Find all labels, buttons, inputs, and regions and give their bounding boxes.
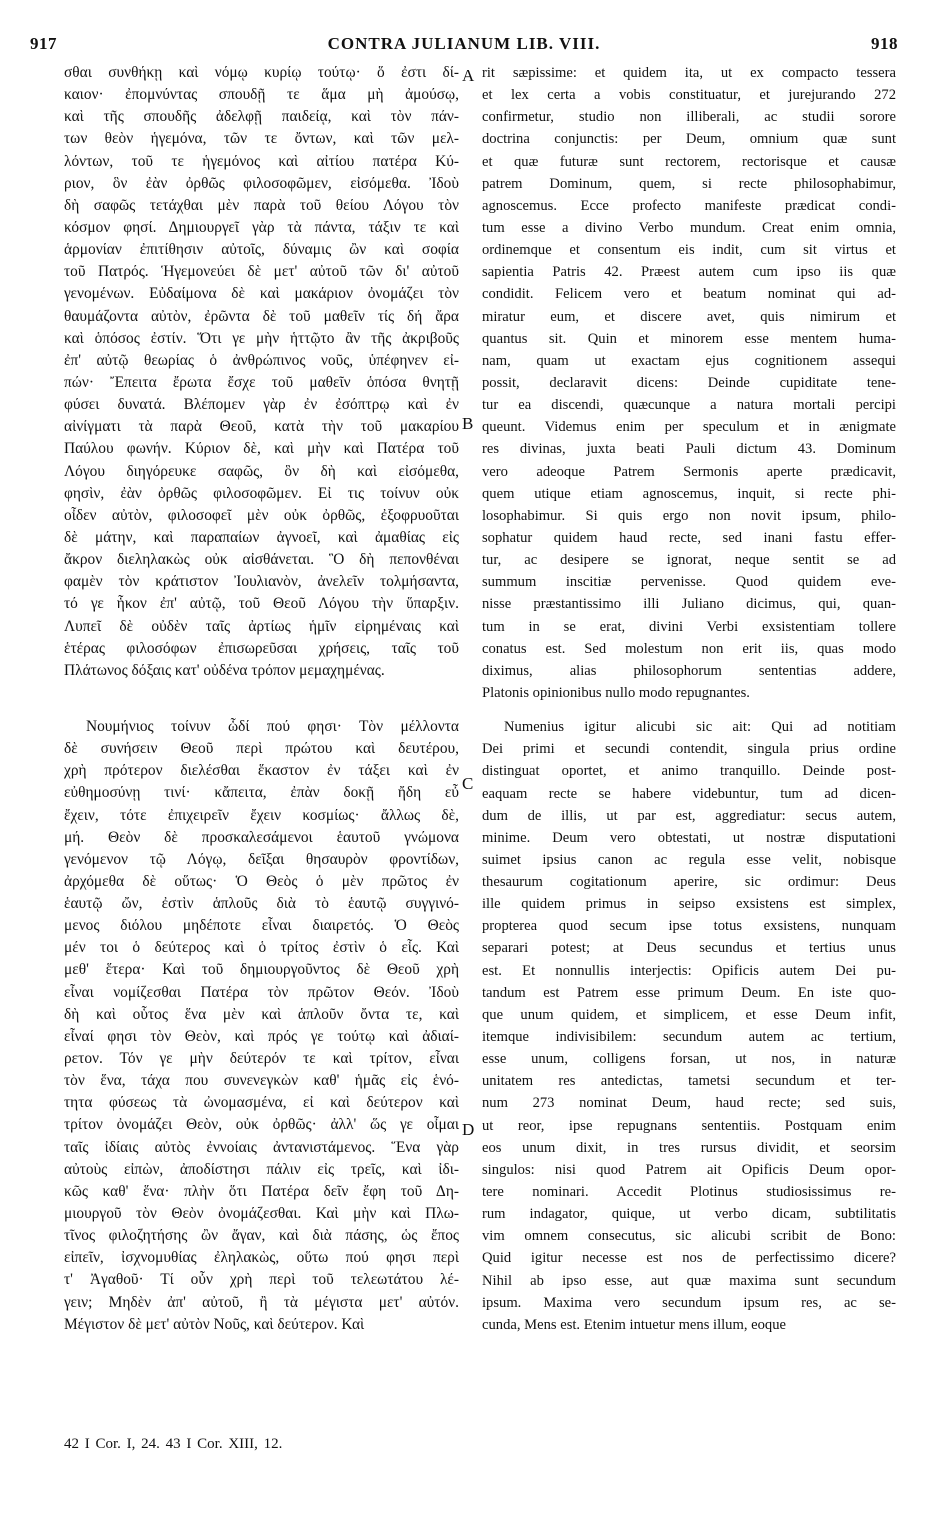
greek-text-line: ταῖς ἰδίαις αὐτὸς ἐννοίαις ἀντανιστάμενος. Ἕνα γὰρ <box>64 1138 459 1156</box>
greek-text-line: ρετον. Τόν γε μὴν δεύτερόν τε καὶ τρίτον, εἶναι <box>64 1050 459 1068</box>
latin-text-line: Platonis opinionibus nullo modo repugnantes. <box>482 684 750 701</box>
greek-text-line: καιον· ἐπομνύντας σπουδῇ τε ἅμα μὴ ἀμούσῳ, <box>64 86 459 104</box>
greek-text-line: καὶ ὁπόσος ἐστίν. Ὅτι γε μὴν ἡττῷτο ἂν τῆς ἀκριβοῦς <box>64 329 459 347</box>
greek-text-line: τοῦ Πατρός. Ἡγεμονεύει δὲ μετ' αὐτοῦ τῶν δι' αὐτοῦ <box>64 263 459 281</box>
greek-text-line: φαμὲν τὸν κράτιστον Ἰουλιανὸν, ἀνελεῖν τολμήσαντα, <box>64 573 459 591</box>
latin-text-line: est. Et nonnullis interjectis: Opificis autem Dei pu- <box>482 962 896 979</box>
greek-text-line: τὸν ἕνα, τάχα που συνενεγκὼν καθ' ἡμᾶς εἰς ἑνό- <box>64 1072 459 1090</box>
latin-text-line: ut reor, ipse repugnans sententiis. Postquam enim <box>482 1117 896 1134</box>
latin-text-line: propterea quod secum ipse totus exsistens, nunquam <box>482 918 896 935</box>
greek-text-line: εἰπεῖν, ἰσχνομυθίας ἐληλακὼς, οὕτω πού φησι περὶ <box>64 1249 459 1267</box>
latin-text-line: vim omnem consecutus, sic alicubi scribit de Bono: <box>482 1228 896 1245</box>
right-page-number: 918 <box>871 34 898 53</box>
latin-text-line: conatus est. Sed molestum non erit iis, quas modo <box>482 640 896 657</box>
greek-text-line: ἔχειν, τότε ἐπιχειρεῖν ἔχειν κοσμίως· ἄλλως δὲ, <box>64 806 459 824</box>
latin-text-line: tandum est Patrem esse primum Deum. En iste quo- <box>482 984 896 1001</box>
greek-text-line: οἶδεν αὐτὸν, φιλοσοφεῖ μὲν οὐκ ὀρθῶς, ἐξοφρυοῦται <box>64 506 459 524</box>
greek-text-line: γενόμενον τῷ Λόγῳ, δεῖξαι θησαυρὸν φροντίδων, <box>64 850 459 868</box>
latin-text-line: queunt. Videmus enim per speculum et in ænigmate <box>482 419 896 436</box>
running-header <box>30 34 898 58</box>
latin-text-line: ordinemque et consentum eis indit, cum sit virtus et <box>482 242 896 259</box>
greek-text-line: Παύλου φωνήν. Κύριον δὲ, καὶ μὴν καὶ Πατέρα τοῦ <box>64 440 459 458</box>
greek-text-line: Λυπεῖ δὲ οὐδὲν ταῖς ἀρτίως ἡμῖν εἰρημέναις καὶ <box>64 617 459 635</box>
latin-text-line: losophabimur. Si quis ergo non novit ipsum, philo- <box>482 507 896 524</box>
greek-text-line: μιουργοῦ τὸν Θεὸν ὀνομάζεσθαι. Καὶ μὴν καὶ Πλω- <box>64 1205 459 1223</box>
greek-text-line: κόσμον φησί. Δημιουργεῖ γὰρ τὰ πάντα, τάξιν τε καὶ <box>64 218 459 236</box>
greek-text-line: φησὶν, ἐὰν ὀρθῶς φιλοσοφῶμεν. Εἰ τις τοίνυν οὐκ <box>64 484 459 502</box>
greek-text-line: γενομένων. Εὐδαίμονα δὲ καὶ μακάριον ὀνομάζει τὸν <box>64 285 459 303</box>
greek-text-line: θαυμάζοντα αὐτὸν, ἐρῶντα δὲ τοῦ μαθεῖν τίς δή ἄρα <box>64 307 459 325</box>
section-marker-b: B <box>462 414 474 433</box>
greek-text-line: δὴ σαφῶς τετάχθαι μὲν παρὰ τοῦ θείου Λόγου τὸν <box>64 196 459 214</box>
latin-text-line: tur, ac desipere se ignorat, neque sentit se ad <box>482 552 896 569</box>
greek-text-line: μή. Θεὸν δὲ προσκαλεσάμενοι ἑαυτοῦ γνώμονα <box>64 828 459 846</box>
greek-text-line: κῶς καθ' ἕνα· πλὴν ὅτι Πατέρα δεῖν ἔφη τοῦ Δη- <box>64 1182 459 1200</box>
latin-text-line: esse unum, colligens forsan, ut nos, in naturæ <box>482 1051 896 1068</box>
latin-text-line: agnoscemus. Ecce profecto manifeste prædicat condi- <box>482 197 896 214</box>
greek-text-line: χρὴ πρότερον διελέσθαι ἕκαστον ἐν τάξει καὶ ἐν <box>64 762 459 780</box>
latin-text-line: num 273 nominat Deum, haud recte; sed suis, <box>482 1095 896 1112</box>
latin-text-line: distinguat oportet, et animo tranquillo. Deinde post- <box>482 763 896 780</box>
section-marker-c: C <box>462 774 474 793</box>
greek-text-line: Πλάτωνος δόξαις κατ' οὐδένα τρόπον μεμαχημένας. <box>64 661 385 679</box>
latin-text-line: patrem Dominum, quem, si recte philosophabimur, <box>482 175 896 192</box>
latin-text-line: rum indagator, quique, ut verbo dicam, subtilitatis <box>482 1206 896 1223</box>
latin-text-line: nam, quam ut exactam ejus cognitionem assequi <box>482 352 896 369</box>
greek-text-line: ἑτέρας φιλοσόφων ἐπισωρεῦσαι χρήσεις, ταῖς τοῦ <box>64 639 459 657</box>
latin-text-line: miratur eum, et discere avet, quis nimirum et <box>482 308 896 325</box>
latin-text-line: sophatur quidem haud recte, sed inani fastu effer- <box>482 529 896 546</box>
greek-text-line: τό γε ἧκον ἐπ' αὐτῷ, τοῦ Θεοῦ Λόγου τὴν ὕπαρξιν. <box>64 595 459 613</box>
greek-text-line: καὶ τῆς σπουδῆς ἀδελφῇ παιδείᾳ, καὶ τὸν πάν- <box>64 108 459 126</box>
left-page-number: 917 <box>30 34 57 53</box>
greek-text-line: ἁρμονίαν ἐπιτίθησιν αὐτοῖς, δύναμις ὢν καὶ σοφία <box>64 241 459 259</box>
latin-text-line: et lex certa a vobis constituatur, et jurejurando 272 <box>482 87 896 104</box>
latin-text-line: sapientia Patris 42. Præest autem cum ipso iis quæ <box>482 264 896 281</box>
latin-text-line: que unum quidem, et simplicem, et esse Deum infit, <box>482 1006 896 1023</box>
latin-text-line: Quid igitur necesse est nos de perfectissimo dicere? <box>482 1250 896 1267</box>
section-marker-d: D <box>462 1120 475 1139</box>
latin-text-line: Nihil ab ipso esse, aut quæ maxima sunt secundum <box>482 1272 896 1289</box>
greek-text-line: ἀρχόμεθα δὲ οὕτως· Ὁ Θεὸς ὁ μὲν πρῶτος ἐν <box>64 872 459 890</box>
greek-text-line: εἶναί φησι τὸν Θεὸν, καὶ πρός γε τούτῳ καὶ ἀδιαί- <box>64 1027 459 1045</box>
latin-text-line: suimet ipsius canon ac regula esse velit, nobisque <box>482 851 896 868</box>
latin-text-line: tere nominari. Accedit Plotinus studiosissimus re- <box>482 1184 896 1201</box>
latin-text-line: ille quidem primus in seipso exsistens est simplex, <box>482 896 896 913</box>
latin-text-line: itemque indivisibilem: secundum autem ac tertium, <box>482 1029 896 1046</box>
greek-column <box>64 62 459 1336</box>
greek-text-line: μεθ' ἕτερα· Καὶ τοῦ δημιουργοῦντος δὲ Θεοῦ χρὴ <box>64 961 459 979</box>
latin-text-line: cunda, Mens est. Etenim intuetur mens illum, eoque <box>482 1316 786 1333</box>
paragraph-gap <box>64 682 459 716</box>
latin-text-line: res divinas, juxta beati Pauli dictum 43. Dominum <box>482 441 896 458</box>
latin-text-line: eos unum dixit, in tres rursus dividit, et seorsim <box>482 1139 896 1156</box>
greek-text-line: δὲ συνήσειν Θεοῦ περὶ πρώτου καὶ δευτέρου, <box>64 740 459 758</box>
footnotes: 42 I Cor. I, 24. 43 I Cor. XIII, 12. <box>64 1436 283 1452</box>
latin-text-line: confirmetur, studio non illiberali, ac studii sorore <box>482 109 896 126</box>
greek-text-line: λόντων, τοῦ τε ἡγεμόνος καὶ αἰτίου πατέρα Κύ- <box>64 152 459 170</box>
greek-text-line: ριον, ὃν ἐὰν ὀρθῶς φιλοσοφῶμεν, εἰσόμεθα. Ἰδοὺ <box>64 174 459 192</box>
latin-text-line: Dei primi et secundi contendit, singula prius ordine <box>482 741 896 758</box>
running-title: CONTRA JULIANUM LIB. VIII. <box>327 34 601 53</box>
latin-text-line: possit, declaravit dicens: Deinde cupiditate tene- <box>482 374 896 391</box>
greek-text-line: γειν; Μηδὲν ἀπ' αὐτοῦ, ἢ τὰ μέγιστα μετ' αὐτόν. <box>64 1293 459 1311</box>
latin-text-line: thesaurum cogitationum aperire, sic ordimur: Deus <box>482 874 896 891</box>
greek-text-line: πών· Ἔπειτα ἔρωτα ἔσχε τοῦ μαθεῖν ὁπόσα θνητῇ <box>64 373 459 391</box>
latin-text-line: summum inscitiæ pervenisse. Quod quidem eve- <box>482 574 896 591</box>
latin-text-line: Numenius igitur alicubi sic ait: Qui ad notitiam <box>504 719 896 736</box>
greek-text-line: εὐθημοσύνῃ τινί· κἄπειτα, ἐπὰν δοκῇ ἤδη εὖ <box>64 784 459 802</box>
latin-text-line: condidit. Felicem vero et beatum nominat qui ad- <box>482 286 896 303</box>
latin-text-line: tum esse a divino Verbo mundum. Creat enim omnia, <box>482 219 896 236</box>
latin-text-line: dum de illis, ut par est, aggrediatur: secus autem, <box>482 807 896 824</box>
latin-text-line: tum in se erat, divini Verbi exsistentiam tollere <box>482 618 896 635</box>
greek-text-line: μέν τοι ὁ δεύτερος καὶ ὁ τρίτος ἐστὶν ὁ εἷς. Καὶ <box>64 939 459 957</box>
greek-text-line: Νουμήνιος τοίνυν ὧδί πού φησι· Τὸν μέλλοντα <box>86 717 459 735</box>
latin-text-line: minime. Deum vero obtestati, ut nostræ disputationi <box>482 829 896 846</box>
greek-text-line: σθαι συνθήκῃ καὶ νόμῳ κυρίῳ τούτῳ· ὅ ἐστι δί- <box>64 64 459 81</box>
greek-text-line: ἐπ' αὐτῷ θεωρίας ὁ ἀνθρώπινος νοῦς, ὑπέφηνεν εἰ- <box>64 351 459 369</box>
greek-text-line: δὲ μάτην, καὶ παραπαίων ἀγνοεῖ, καὶ ἀμαθίας εἰς <box>64 528 459 546</box>
greek-text-line: αἰνίγματι τὰ παρὰ Θεοῦ, κατὰ τὴν τοῦ μακαρίου <box>64 418 459 436</box>
latin-text-line: nisse præstantissimo illi Juliano dicimus, qui, quan- <box>482 596 896 613</box>
greek-text-line: ἄκρον διεληλακὼς οὐκ αἰσθάνεται. Ὃ δὴ πεπονθέναι <box>64 551 459 569</box>
latin-text-line: doctrina conjunctis: per Deum, omnium quæ sunt <box>482 131 896 148</box>
greek-text-line: τρίτον ὀνομάζει Θεὸν, οὐκ ὀρθῶς· ἀλλ' ὥς γε οἶμαι <box>64 1116 459 1134</box>
latin-text-line: quantus sit. Quin et minorem esse mentem huma- <box>482 330 896 347</box>
greek-text-line: Μέγιστον δὲ μετ' αὐτὸν Νοῦς, καὶ δεύτερον. Καὶ <box>64 1315 365 1333</box>
greek-text-line: των θεὸν ἡγεμόνα, τῶν τε ὄντων, καὶ τῶν μελ- <box>64 130 459 148</box>
latin-text-line: vero adeoque Patrem Sermonis aperte prædicavit, <box>482 463 896 480</box>
latin-text-line: tur ea discendi, quæcunque a natura mortali percipi <box>482 397 896 414</box>
greek-text-line: τ' Ἀγαθοῦ· Τί οὖν χρὴ περὶ τοῦ τελεωτάτου λέ- <box>64 1271 459 1289</box>
latin-text-line: diximus, alias philosophorum sententias addere, <box>482 662 896 679</box>
greek-text-line: δὴ καὶ οὗτος ἕνα μὲν καὶ ἁπλοῦν ὄντα τε, καὶ <box>64 1005 459 1023</box>
latin-text-line: ipsum. Maxima vero secundum ipsum res, ac se- <box>482 1294 896 1311</box>
greek-text-line: ἑαυτῷ ὤν, ἐστὶν ἁπλοῦς διὰ τὸ ἑαυτῷ συγγινό- <box>64 895 459 913</box>
latin-text-line: quem utique etiam agnoscemus, inquit, si recte phi- <box>482 485 896 502</box>
greek-text-line: μενος διόλου μηδέποτε εἶναι διαιρετός. Ὁ Θεὸς <box>64 917 459 935</box>
greek-text-line: αὐτοὺς εἰπὼν, ἀποδίστησι πάλιν εἰς τρεῖς, καὶ ἰδι- <box>64 1160 459 1178</box>
greek-text-line: Λόγου διηγόρευκε σαφῶς, ὃν δὴ καὶ εἰσόμεθα, <box>64 462 459 480</box>
section-marker-a: A <box>462 66 475 85</box>
latin-text-line: et quæ futuræ sunt rectorem, rectorisque et causæ <box>482 153 896 170</box>
greek-text-line: φύσει δυνατά. Βλέπομεν γὰρ ἐν ἐσόπτρῳ καὶ ἐν <box>64 396 459 414</box>
latin-text-line: separari potest; at Deus secundus et tertius unus <box>482 940 896 957</box>
latin-text-line: eaquam recte se habere videbuntur, tum ad dicen- <box>482 785 896 802</box>
latin-text-line: rit sæpissime: et quidem ita, ut ex compacto tessera <box>482 65 896 81</box>
greek-text-line: εἶναι νομίζεσθαι Πατέρα τὸν πρῶτον Θεόν. Ἰδοὺ <box>64 983 459 1001</box>
greek-text-line: τῖνος φιλοζητήσης ὢν ἄγαν, καὶ διὰ πάσης, ὡς ἔπος <box>64 1227 459 1245</box>
latin-text-line: unitatem res antedictas, tametsi secundum et ter- <box>482 1073 896 1090</box>
latin-text-line: singulos: nisi quod Patrem ait Opificis Deum opor- <box>482 1161 896 1178</box>
greek-text-line: τητα φύσεως τὰ ὠνομασμένα, εἰ καὶ δεύτερον καὶ <box>64 1094 459 1112</box>
latin-column <box>482 62 896 1336</box>
